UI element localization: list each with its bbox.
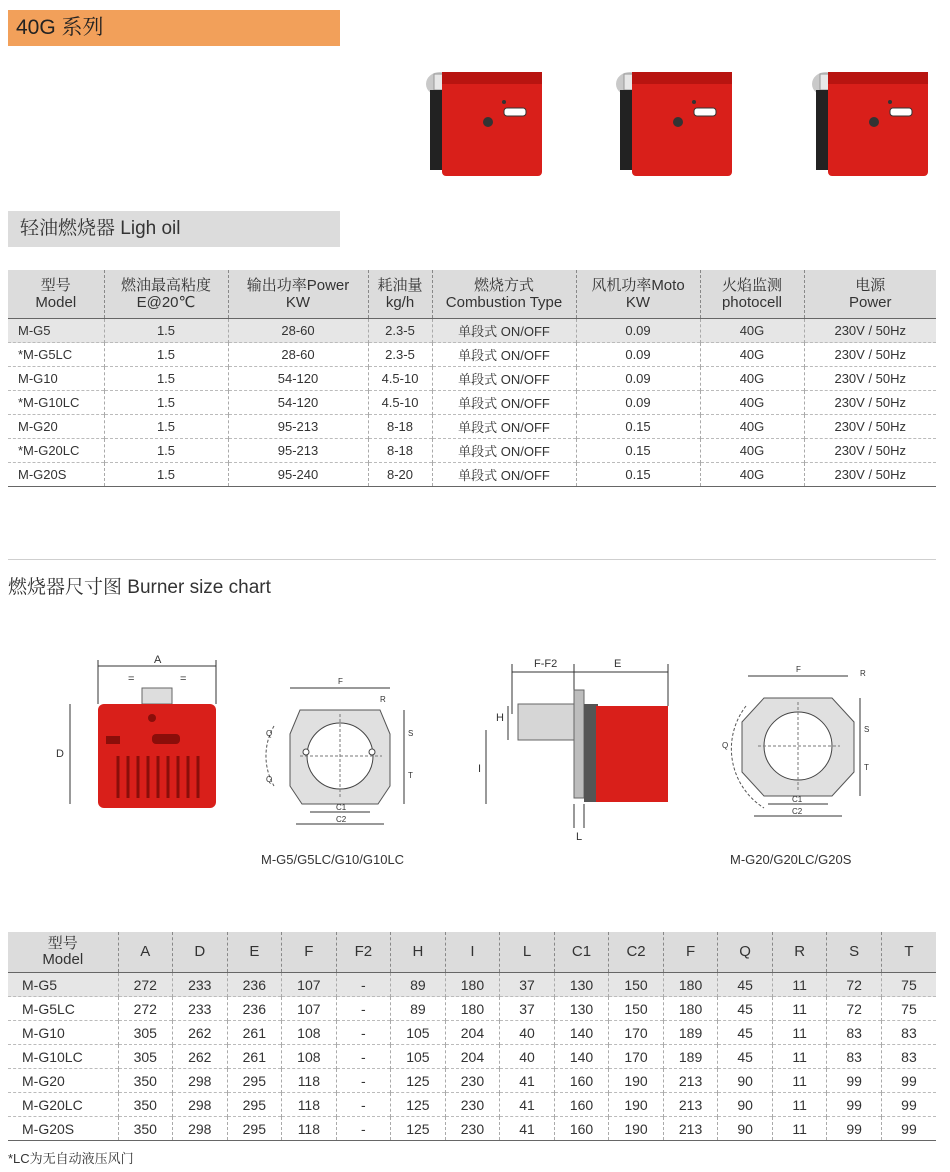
label-eq-1: = [128, 673, 135, 685]
spec-header-motor: 风机功率Moto KW [576, 270, 700, 319]
table-row: M-G20S 1.5 95-240 8-20 单段式 ON/OFF 0.15 40G 230V / 50Hz [8, 463, 936, 487]
diagram-front-view [52, 652, 227, 812]
dim-header-row: 型号 Model A D E F F2 H I L C1 C2 F Q R S T [8, 932, 936, 973]
burner-photo-3 [806, 62, 936, 180]
table-row: *M-G10LC 1.5 54-120 4.5-10 单段式 ON/OFF 0.09 40G 230V / 50Hz [8, 391, 936, 415]
label-c2-2: C2 [792, 807, 803, 816]
spec-header-row [8, 270, 936, 319]
table-row: M-G5 272 233 236 107 - 89 180 37 130 150 180 45 11 72 75 [8, 973, 936, 997]
table-row: M-G10LC 305 262 261 108 - 105 204 40 140 170 189 45 11 83 83 [8, 1045, 936, 1069]
diagram-flange-g20 [720, 662, 890, 822]
section-divider [8, 559, 936, 560]
caption-right: M-G20/G20LC/G20S [730, 852, 852, 867]
spec-header-supply: 电源 Power [804, 270, 936, 319]
table-row: M-G5 1.5 28-60 2.3-5 单段式 ON/OFF 0.09 40G 230V / 50Hz [8, 319, 936, 343]
label-s-2: S [864, 725, 870, 734]
table-row: M-G20S 350 298 295 118 - 125 230 41 160 190 213 90 11 99 99 [8, 1117, 936, 1141]
label-r-2: R [860, 669, 866, 678]
table-row: M-G20LC 350 298 295 118 - 125 230 41 160 190 213 90 11 99 99 [8, 1093, 936, 1117]
label-q-2: Q [266, 775, 273, 784]
spec-header-consumption: 耗油量 kg/h [368, 270, 432, 319]
footnote: *LC为无自动液压风门 [8, 1151, 134, 1166]
diagram-side-view [478, 654, 678, 844]
spec-header-power: 输出功率Power KW [228, 270, 368, 319]
diagram-flange-g5 [260, 674, 420, 830]
table-row: M-G10 305 262 261 108 - 105 204 40 140 170 189 45 11 83 83 [8, 1021, 936, 1045]
label-e: E [614, 658, 622, 670]
spec-header-model: 型号 Model [8, 270, 104, 319]
label-l: L [576, 831, 583, 843]
dimension-table [8, 932, 936, 1141]
table-row: M-G5LC 272 233 236 107 - 89 180 37 130 150 180 45 11 72 75 [8, 997, 936, 1021]
label-eq-2: = [180, 673, 187, 685]
spec-header-combustion: 燃烧方式 Combustion Type [432, 270, 576, 319]
label-q-1: Q [266, 729, 273, 738]
spec-header-viscosity: 燃油最高粘度 E@20℃ [104, 270, 228, 319]
table-row: M-G10 1.5 54-120 4.5-10 单段式 ON/OFF 0.09 40G 230V / 50Hz [8, 367, 936, 391]
caption-left: M-G5/G5LC/G10/G10LC [261, 852, 405, 867]
dim-header-model: 型号 Model [8, 932, 118, 973]
label-h: H [496, 712, 504, 724]
table-row: M-G20 350 298 295 118 - 125 230 41 160 190 213 90 11 99 99 [8, 1069, 936, 1093]
label-t: T [408, 771, 413, 780]
label-s: S [408, 729, 414, 738]
label-f-2: F [796, 665, 801, 674]
table-row: *M-G5LC 1.5 28-60 2.3-5 单段式 ON/OFF 0.09 40G 230V / 50Hz [8, 343, 936, 367]
size-chart-title: 燃烧器尺寸图 Burner size chart [8, 577, 271, 598]
label-t-2: T [864, 763, 869, 772]
series-title: 40G 系列 [8, 10, 340, 46]
burner-photo-1 [420, 62, 550, 180]
burner-photo-2 [610, 62, 740, 180]
spec-header-photocell: 火焰监测 photocell [700, 270, 804, 319]
label-a: A [154, 654, 162, 666]
spec-table [8, 270, 936, 487]
oil-section-title: 轻油燃烧器 Ligh oil [8, 211, 340, 247]
label-r: R [380, 695, 386, 704]
label-f: F [338, 677, 343, 686]
label-q-3: Q [722, 741, 729, 750]
label-ff2: F-F2 [534, 658, 558, 670]
label-c2: C2 [336, 815, 347, 824]
table-row: M-G20 1.5 95-213 8-18 单段式 ON/OFF 0.15 40G 230V / 50Hz [8, 415, 936, 439]
label-c1-2: C1 [792, 795, 803, 804]
table-row: *M-G20LC 1.5 95-213 8-18 单段式 ON/OFF 0.15 40G 230V / 50Hz [8, 439, 936, 463]
label-d: D [56, 748, 64, 760]
label-c1: C1 [336, 803, 347, 812]
label-i: I [478, 763, 482, 775]
